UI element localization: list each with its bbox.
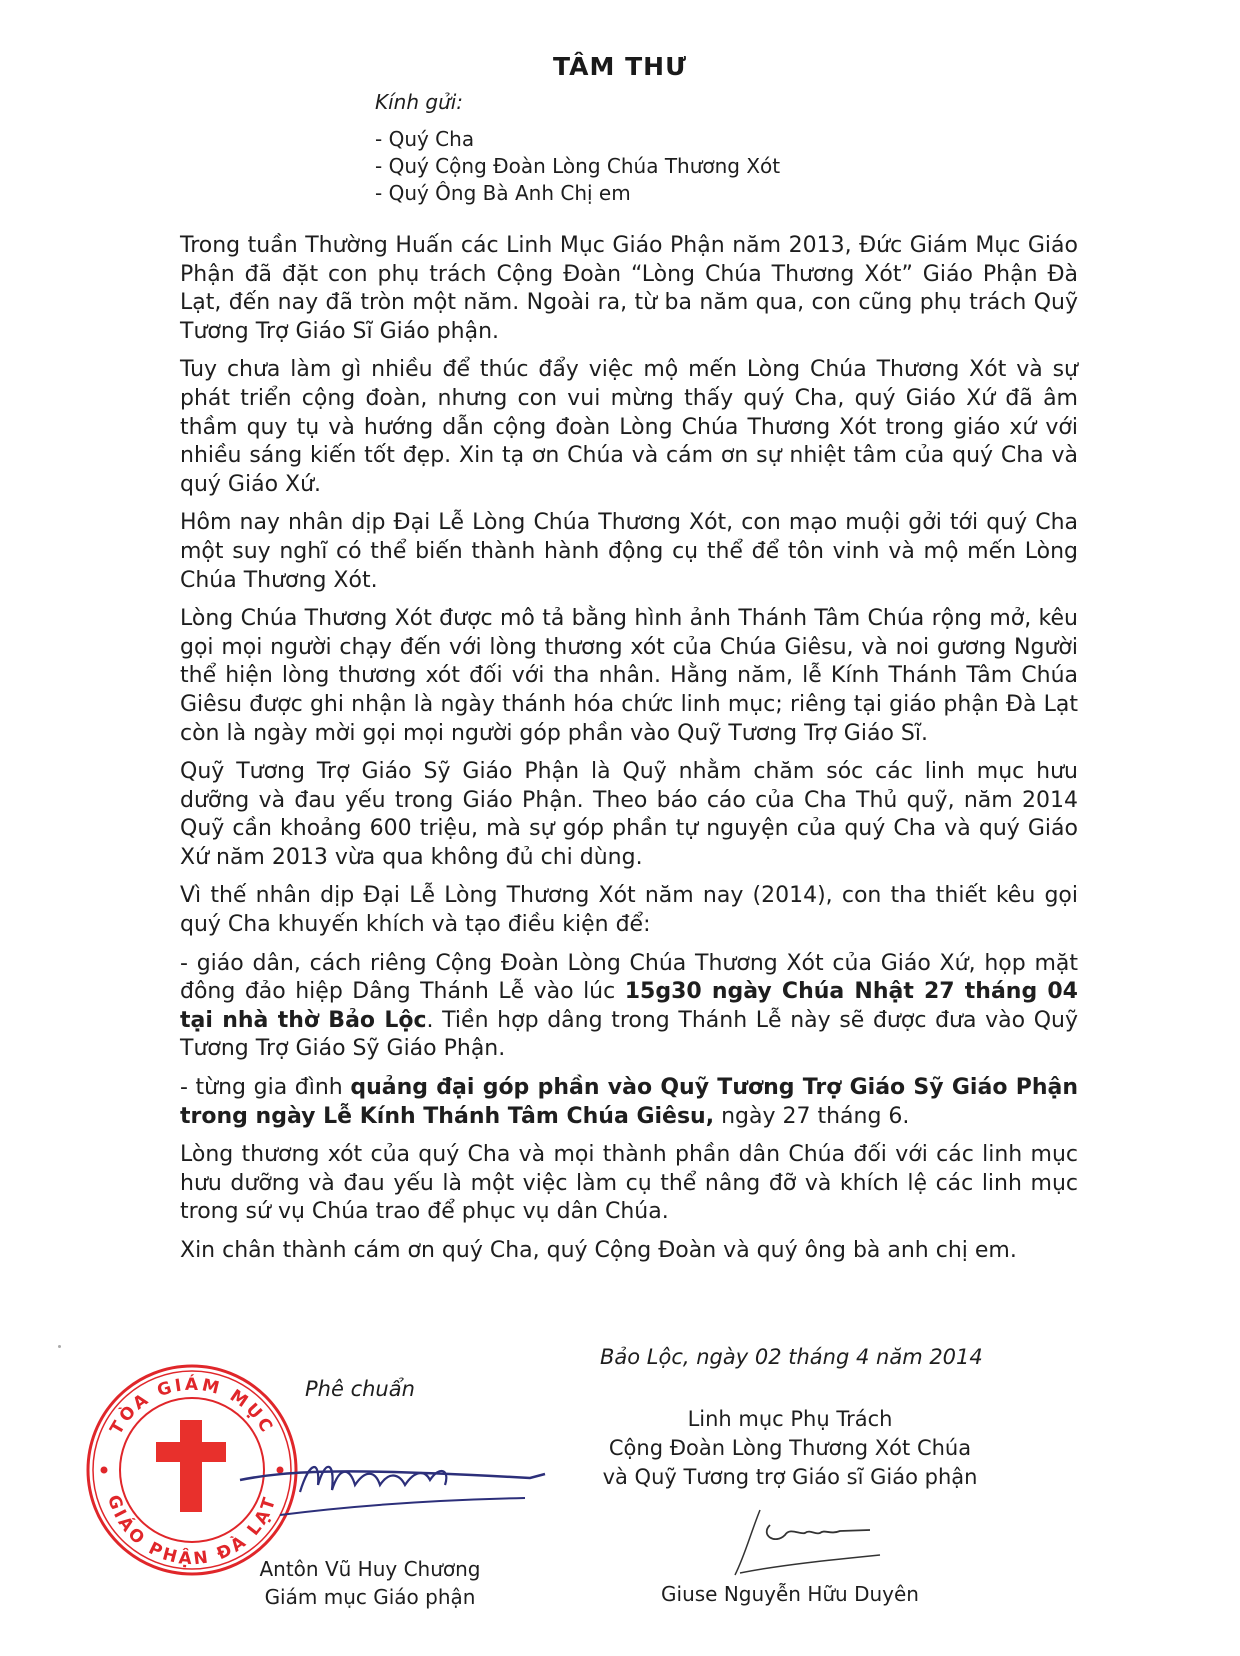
priest-signature <box>730 1505 900 1585</box>
recipient-list <box>375 126 780 207</box>
bullet-text: - từng gia đình <box>180 1075 351 1101</box>
paragraph: Lòng Chúa Thương Xót được mô tả bằng hình ảnh Thánh Tâm Chúa rộng mở, kêu gọi mọi người chạy đến với lòng thương xót của Chúa Giêsu, và noi gương Người thể hiện lòng thương xót đối với tha nhân. Hằng năm, lễ Kính Thánh Tâm Chúa Giêsu được ghi nhận là ngày thánh hóa chức linh mục; riêng tại giáo phận Đà Lạt còn là ngày mời gọi mọi người góp phần vào Quỹ Tương Trợ Giáo Sĩ. <box>180 606 1078 746</box>
bullet-family-contribution <box>180 1074 1078 1131</box>
bullet-bold-text: quảng đại góp phần vào Quỹ Tương Trợ Giáo Sỹ Giáo Phận trong ngày Lễ Kính Thánh Tâm Chúa Giêsu, <box>180 1075 1078 1129</box>
bullet-mass-invitation <box>180 950 1078 1064</box>
bullet-text: . Tiền hợp dâng trong Thánh Lễ này sẽ được đưa vào Quỹ Tương Trợ Giáo Sỹ Giáo Phận. <box>180 1007 1079 1062</box>
left-signatory-name: Antôn Vũ Huy Chương <box>259 1557 481 1581</box>
bullet-text: ngày 27 tháng 6. <box>714 1103 910 1129</box>
closing-thanks: Xin chân thành cám ơn quý Cha, quý Cộng Đoàn và quý ông bà anh chị em. <box>180 1238 1017 1263</box>
bullet-text: - giáo dân, cách riêng Cộng Đoàn Lòng Chúa Thương Xót của Giáo Xứ, họp mặt đông đảo hiệp Dâng Thánh Lễ vào lúc <box>180 950 1078 1005</box>
paragraph: Vì thế nhân dịp Đại Lễ Lòng Thương Xót năm nay (2014), con tha thiết kêu gọi quý Cha khuyến khích và tạo điều kiện để: <box>180 883 1078 938</box>
role-line: và Quỹ Tương trợ Giáo sĩ Giáo phận <box>602 1465 978 1489</box>
recipient-item: - Quý Ông Bà Anh Chị em <box>375 181 631 205</box>
svg-text:GIÁO PHẬN ĐÀ LẠT: GIÁO PHẬN ĐÀ LẠT <box>103 1492 281 1570</box>
recipient-item: - Quý Cha <box>375 127 475 151</box>
approval-label: Phê chuẩn <box>305 1377 415 1401</box>
paragraph: Hôm nay nhân dịp Đại Lễ Lòng Chúa Thương Xót, con mạo muội gởi tới quý Cha một suy nghĩ có thể biến thành hành động cụ thể để tôn vinh và mộ mến Lòng Chúa Thương Xót. <box>180 510 1078 593</box>
recipient-item: - Quý Cộng Đoàn Lòng Chúa Thương Xót <box>375 154 781 178</box>
left-signatory-role: Giám mục Giáo phận <box>264 1585 476 1609</box>
bishop-signature <box>230 1440 560 1530</box>
paragraph: Tuy chưa làm gì nhiều để thúc đẩy việc mộ mến Lòng Chúa Thương Xót và sự phát triển cộng đoàn, nhưng con vui mừng thấy quý Cha, quý Giáo Xứ đã âm thầm quy tụ và hướng dẫn cộng đoàn Lòng Chúa Thương Xót trong giáo xứ với nhiều sáng kiến tốt đẹp. Xin tạ ơn Chúa và cám ơn sự nhiệt tâm của quý Cha và quý Giáo Xứ. <box>180 357 1078 497</box>
letter-body <box>180 232 1078 1276</box>
role-line: Cộng Đoàn Lòng Thương Xót Chúa <box>608 1436 972 1460</box>
salutation: Kính gửi: <box>375 90 464 114</box>
paragraph: Lòng thương xót của quý Cha và mọi thành phần dân Chúa đối với các linh mục hưu dưỡng và đau yếu là một việc làm cụ thể nâng đỡ và khích lệ các linh mục trong sứ vụ Chúa trao để phục vụ dân Chúa. <box>180 1142 1078 1225</box>
bullet-bold-text: 15g30 ngày Chúa Nhật 27 tháng 04 tại nhà thờ Bảo Lộc <box>180 979 1078 1033</box>
right-signatory-role <box>580 1405 1000 1492</box>
scan-speck <box>58 1345 61 1348</box>
right-signatory-name: Giuse Nguyễn Hữu Duyên <box>661 1582 919 1606</box>
svg-text:TÒA GIÁM MỤC: TÒA GIÁM MỤC <box>106 1374 278 1439</box>
paragraph: Quỹ Tương Trợ Giáo Sỹ Giáo Phận là Quỹ nhằm chăm sóc các linh mục hưu dưỡng và đau yếu trong Giáo Phận. Theo báo cáo của Cha Thủ quỹ, năm 2014 Quỹ cần khoảng 600 triệu, mà sự góp phần tự nguyện của quý Cha và quý Giáo Xứ năm 2013 vừa qua không đủ chi dùng. <box>180 759 1078 870</box>
letter-title: TÂM THƯ <box>553 52 687 81</box>
left-signatory <box>220 1555 520 1611</box>
role-line: Linh mục Phụ Trách <box>687 1407 893 1431</box>
paragraph: Trong tuần Thường Huấn các Linh Mục Giáo Phận năm 2013, Đức Giám Mục Giáo Phận đã đặt con phụ trách Cộng Đoàn “Lòng Chúa Thương Xót” Giáo Phận Đà Lạt, đến nay đã tròn một năm. Ngoài ra, từ ba năm qua, con cũng phụ trách Quỹ Tương Trợ Giáo Sĩ Giáo phận. <box>180 233 1078 344</box>
place-date: Bảo Lộc, ngày 02 tháng 4 năm 2014 <box>600 1345 983 1369</box>
